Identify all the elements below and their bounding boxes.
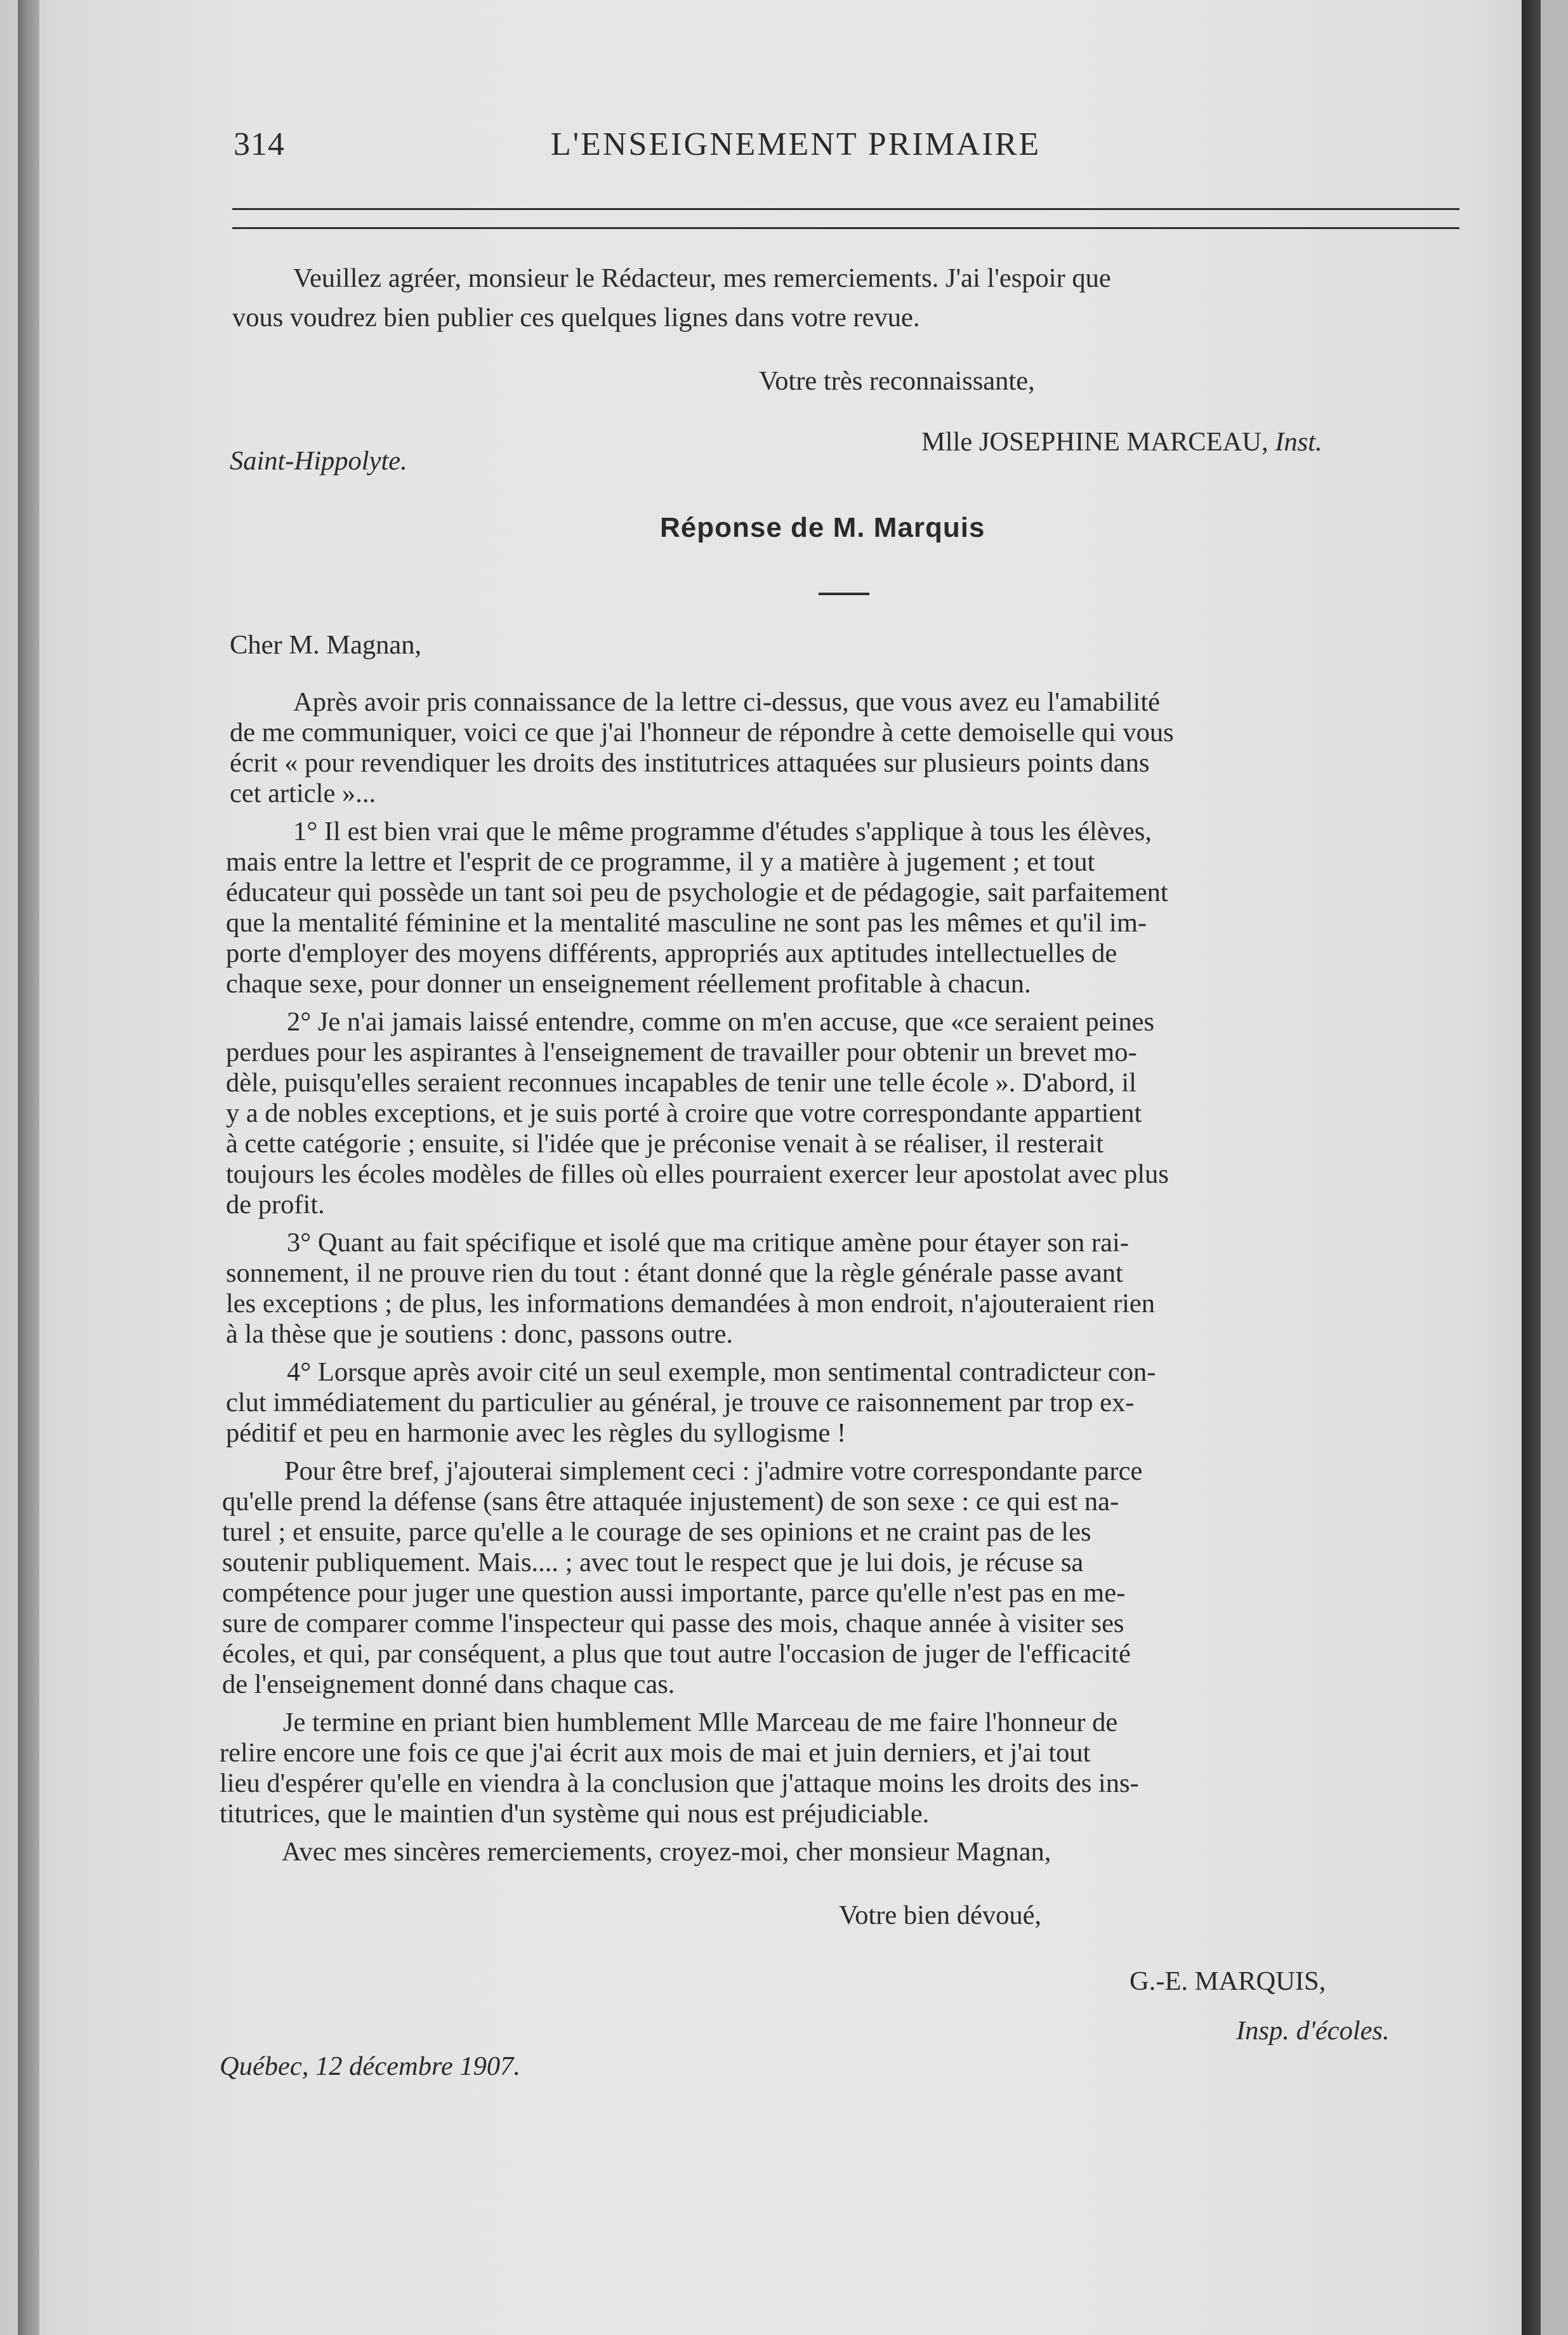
body-line: 2° Je n'ai jamais laissé entendre, comme on m'en accuse, que «ce seraient peines [287,1007,1154,1037]
page-binding-right [1522,0,1541,2335]
body-line: titutrices, que le maintien d'un système qui nous est préjudiciable. [220,1799,930,1829]
response-heading: Réponse de M. Marquis [660,512,985,543]
running-title: L'ENSEIGNEMENT PRIMAIRE [551,126,1041,162]
letter-salutation: Votre très reconnaissante, [759,366,1035,396]
header-rule-secondary [232,227,1459,229]
body-line: de me communiquer, voici ce que j'ai l'honneur de répondre à cette demoiselle qui vous [230,718,1174,747]
body-line: 4° Lorsque après avoir cité un seul exemple, mon sentimental contradicteur con- [287,1357,1156,1387]
body-line: mais entre la lettre et l'esprit de ce programme, il y a matière à jugement ; et tout [226,847,1095,877]
header-rule [232,208,1459,210]
body-line: écoles, et qui, par conséquent, a plus que tout autre l'occasion de juger de l'efficacité [222,1639,1131,1669]
body-line: que la mentalité féminine et la mentalité masculine ne sont pas les mêmes et qu'il im- [226,908,1147,938]
body-line: sure de comparer comme l'inspecteur qui passe des mois, chaque année à visiter ses [222,1608,1124,1638]
body-line: Avec mes sincères remerciements, croyez-moi, cher monsieur Magnan, [282,1837,1051,1867]
body-line: Je termine en priant bien humblement Mlle Marceau de me faire l'honneur de [283,1707,1118,1737]
body-line: relire encore une fois ce que j'ai écrit aux mois de mai et juin derniers, et j'ai tout [220,1738,1091,1768]
body-line: clut immédiatement du particulier au général, je trouve ce raisonnement par trop ex- [226,1388,1135,1417]
body-line: Pour être bref, j'ajouterai simplement ceci : j'admire votre correspondante parce [284,1456,1143,1486]
body-line: compétence pour juger une question aussi importante, parce qu'elle n'est pas en me- [222,1578,1126,1608]
heading-dash [819,593,869,595]
body-line: écrit « pour revendiquer les droits des institutrices attaquées sur plusieurs points dans [230,748,1150,778]
response-dateline: Québec, 12 décembre 1907. [220,2051,521,2081]
body-line: soutenir publiquement. Mais.... ; avec tout le respect que je lui dois, je récuse sa [222,1548,1084,1577]
body-line: turel ; et ensuite, parce qu'elle a le courage de ses opinions et ne craint pas de les [222,1517,1091,1547]
body-line: 1° Il est bien vrai que le même programme d'études s'applique à tous les élèves, [293,817,1152,846]
body-line: perdues pour les aspirantes à l'enseignement de travailler pour obtenir un brevet mo- [226,1037,1137,1067]
body-line: de l'enseignement donné dans chaque cas. [222,1669,675,1699]
letter-place: Saint-Hippolyte. [230,446,407,476]
body-line: éducateur qui possède un tant soi peu de psychologie et de pédagogie, sait parfaitement [226,878,1168,907]
response-signature-title: Insp. d'écoles. [1236,2016,1390,2046]
signature-name: Mlle JOSEPHINE MARCEAU, [921,427,1268,457]
letter-line: vous voudrez bien publier ces quelques lignes dans votre revue. [232,303,920,332]
response-salutation: Votre bien dévoué, [839,1900,1042,1930]
body-line: de profit. [226,1190,325,1220]
page-number: 314 [234,126,285,162]
body-line: Après avoir pris connaissance de la lettre ci-dessus, que vous avez eu l'amabilité [293,687,1160,717]
body-line: y a de nobles exceptions, et je suis porté à croire que votre correspondante appartient [226,1098,1142,1128]
next-page-edge [1541,0,1568,2335]
letter-line: Veuillez agréer, monsieur le Rédacteur, mes remerciements. J'ai l'espoir que [293,263,1111,293]
body-line: les exceptions ; de plus, les informations demandées à mon endroit, n'ajouteraient rien [226,1289,1156,1319]
body-line: à la thèse que je soutiens : donc, passons outre. [226,1319,734,1349]
body-line: sonnement, il ne prouve rien du tout : étant donné que la règle générale passe avant [226,1258,1123,1288]
body-line: qu'elle prend la défense (sans être attaquée injustement) de son sexe : ce qui est na- [222,1487,1119,1516]
signature-title: Inst. [1275,427,1322,457]
body-line: cet article »... [230,779,376,808]
response-greeting: Cher M. Magnan, [230,630,422,660]
body-line: toujours les écoles modèles de filles où elles pourraient exercer leur apostolat avec plus [226,1159,1169,1189]
response-signature: G.-E. MARQUIS, [1130,1966,1326,1996]
page-binding-left [18,0,39,2335]
letter-signature [921,429,1322,456]
body-line: chaque sexe, pour donner un enseignement réellement profitable à chacun. [226,969,1031,999]
body-line: dèle, puisqu'elles seraient reconnues incapables de tenir une telle école ». D'abord, il [226,1068,1136,1098]
body-line: péditif et peu en harmonie avec les règles du syllogisme ! [226,1418,847,1448]
body-line: 3° Quant au fait spécifique et isolé que ma critique amène pour étayer son rai- [287,1228,1129,1258]
body-line: à cette catégorie ; ensuite, si l'idée que je préconise venait à se réaliser, il resterait [226,1129,1104,1159]
body-line: lieu d'espérer qu'elle en viendra à la conclusion que j'attaque moins les droits des ins- [220,1768,1139,1798]
body-line: porte d'employer des moyens différents, appropriés aux aptitudes intellectuelles de [226,938,1117,968]
